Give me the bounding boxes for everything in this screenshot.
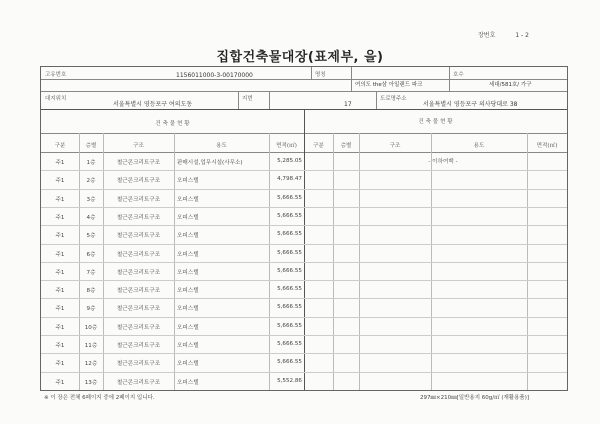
cell-type: 주1	[55, 251, 65, 258]
cell-area: 5,552.86	[277, 377, 302, 384]
cell-type: 주1	[55, 269, 65, 276]
cell-floor: 12층	[84, 361, 98, 368]
cell-type: 주1	[55, 343, 65, 349]
right-col-header-area: 면적(㎡)	[536, 143, 558, 149]
row-divider	[41, 170, 567, 171]
row-divider	[41, 207, 567, 208]
cell-use: 오피스텔	[177, 196, 199, 203]
road-label: 도로명주소	[380, 96, 407, 102]
cell-use: 오피스텔	[177, 324, 199, 331]
cell-area: 4,798.47	[277, 176, 302, 183]
cell-use: 판매시설,업무시설(사무소)	[177, 160, 243, 166]
row-divider	[41, 280, 567, 281]
cell-area: 5,666.55	[277, 231, 302, 238]
row-divider	[41, 353, 567, 354]
cell-floor: 8층	[86, 288, 96, 295]
cell-floor: 9층	[86, 306, 96, 313]
row-divider	[41, 372, 567, 373]
divider	[311, 67, 312, 79]
cell-area: 5,666.55	[277, 212, 302, 219]
cell-type: 주1	[55, 233, 65, 240]
lot-value: 17	[344, 101, 352, 108]
cell-structure: 철근콘크리트구조	[116, 233, 161, 240]
cell-use: 오피스텔	[177, 288, 199, 295]
site-label: 대지위치	[45, 96, 67, 102]
empty-note: - 이하여백 -	[428, 159, 458, 165]
table-row	[41, 335, 567, 353]
ho-label: 호수	[453, 72, 464, 78]
cell-area: 5,666.55	[277, 304, 302, 311]
left-col-header-area: 면적(㎡)	[276, 143, 297, 149]
left-col-header-structure: 구조	[133, 143, 144, 149]
ho-value: 세대/581호/ 가구	[489, 82, 532, 88]
row-divider	[41, 335, 567, 336]
cell-area: 5,666.55	[277, 286, 302, 293]
cell-structure: 철근콘크리트구조	[116, 160, 161, 166]
left-col-header-type: 구분	[54, 143, 66, 149]
footnote: ※ 이 장은 전체 6페이지 중에 2페이지 입니다.	[44, 395, 155, 401]
cell-type: 주1	[55, 306, 65, 313]
divider	[351, 67, 352, 91]
cell-structure: 철근콘크리트구조	[116, 361, 161, 368]
cell-floor: 6층	[86, 251, 96, 258]
cell-structure: 철근콘크리트구조	[116, 214, 161, 221]
right-col-header-structure: 구조	[389, 143, 401, 149]
cell-use: 오피스텔	[177, 251, 199, 258]
cell-type: 주1	[55, 379, 65, 386]
left-col-header-floor: 층별	[85, 143, 97, 149]
cell-floor: 13층	[84, 379, 98, 386]
cell-area: 5,666.55	[277, 194, 302, 201]
left-section-title: 건 축 물 현 황	[155, 121, 190, 127]
cell-use: 오피스텔	[177, 361, 199, 368]
cell-area: 5,666.55	[277, 341, 302, 347]
table-row	[41, 152, 567, 170]
divider	[238, 91, 239, 109]
unique-no-label: 고유번호	[45, 72, 67, 78]
row-divider	[41, 225, 567, 226]
divider	[449, 67, 450, 91]
cell-floor: 3층	[86, 196, 96, 203]
row-divider	[41, 189, 567, 190]
cell-area: 5,666.55	[277, 267, 302, 274]
row-divider	[41, 317, 567, 318]
right-col-header-use: 용도	[473, 143, 485, 149]
table-row	[41, 298, 567, 316]
register-form	[40, 66, 568, 391]
table-row	[41, 170, 567, 188]
page-number	[478, 30, 529, 39]
cell-structure: 철근콘크리트구조	[116, 269, 161, 276]
table-row	[41, 207, 567, 225]
table-row	[41, 372, 567, 390]
cell-use: 오피스텔	[177, 269, 199, 276]
unique-no-value: 1156011000-3-00170000	[176, 72, 253, 79]
page-number-label: 장번호	[478, 32, 496, 39]
table-row	[41, 244, 567, 262]
name-label: 명칭	[315, 72, 326, 78]
cell-area: 5,285.05	[277, 158, 302, 164]
cell-area: 5,666.55	[277, 359, 302, 366]
row-divider	[41, 298, 567, 299]
cell-floor: 7층	[86, 269, 96, 276]
cell-structure: 철근콘크리트구조	[116, 324, 161, 331]
cell-structure: 철근콘크리트구조	[116, 196, 161, 203]
cell-structure: 철근콘크리트구조	[116, 379, 161, 386]
row-divider	[41, 262, 567, 263]
divider	[41, 91, 567, 92]
cell-use: 오피스텔	[177, 343, 199, 349]
cell-type: 주1	[55, 214, 65, 221]
paper-info: 297㎜×210㎜[일반용지 60g/㎡ (재활용품)]	[420, 395, 530, 401]
cell-use: 오피스텔	[177, 379, 199, 386]
cell-structure: 철근콘크리트구조	[116, 251, 161, 258]
cell-floor: 11층	[84, 343, 98, 349]
cell-type: 주1	[55, 288, 65, 295]
cell-area: 5,666.55	[277, 322, 302, 329]
right-col-header-type: 구분	[313, 143, 324, 149]
cell-area: 5,666.55	[277, 249, 302, 256]
cell-structure: 철근콘크리트구조	[116, 288, 161, 295]
cell-use: 오피스텔	[177, 214, 199, 221]
cell-type: 주1	[55, 361, 65, 368]
divider	[269, 91, 270, 109]
left-col-header-use: 용도	[216, 143, 227, 149]
cell-type: 주1	[55, 324, 65, 331]
table-row	[41, 262, 567, 280]
cell-floor: 1층	[86, 160, 96, 166]
site-value: 서울특별시 영등포구 여의도동	[113, 101, 193, 108]
cell-structure: 철근콘크리트구조	[116, 306, 161, 313]
divider	[376, 91, 377, 109]
name-value: 여의도 the삼 아일랜드 파크	[355, 82, 423, 88]
cell-type: 주1	[55, 160, 65, 166]
table-row	[41, 225, 567, 243]
cell-structure: 철근콘크리트구조	[116, 178, 161, 185]
cell-floor: 5층	[86, 233, 96, 240]
cell-use: 오피스텔	[177, 178, 199, 185]
lot-label: 지번	[242, 96, 253, 102]
page-number-value: 1 - 2	[515, 32, 529, 39]
cell-type: 주1	[55, 196, 65, 203]
row-divider	[41, 244, 567, 245]
cell-floor: 2층	[86, 178, 96, 185]
cell-structure: 철근콘크리트구조	[116, 343, 161, 349]
table-row	[41, 317, 567, 335]
cell-type: 주1	[55, 178, 65, 185]
table-row	[41, 353, 567, 371]
cell-floor: 4층	[86, 214, 96, 221]
table-row	[41, 189, 567, 207]
cell-use: 오피스텔	[177, 233, 199, 240]
road-value: 서울특별시 영등포구 의사당대로 38	[423, 101, 518, 108]
cell-use: 오피스텔	[177, 306, 199, 313]
document-title: 집합건축물대장(표제부, 을)	[216, 50, 384, 65]
right-col-header-floor: 층별	[340, 143, 352, 149]
table-row	[41, 280, 567, 298]
right-section-title: 건 축 물 현 황	[418, 119, 453, 125]
cell-floor: 10층	[84, 324, 98, 331]
